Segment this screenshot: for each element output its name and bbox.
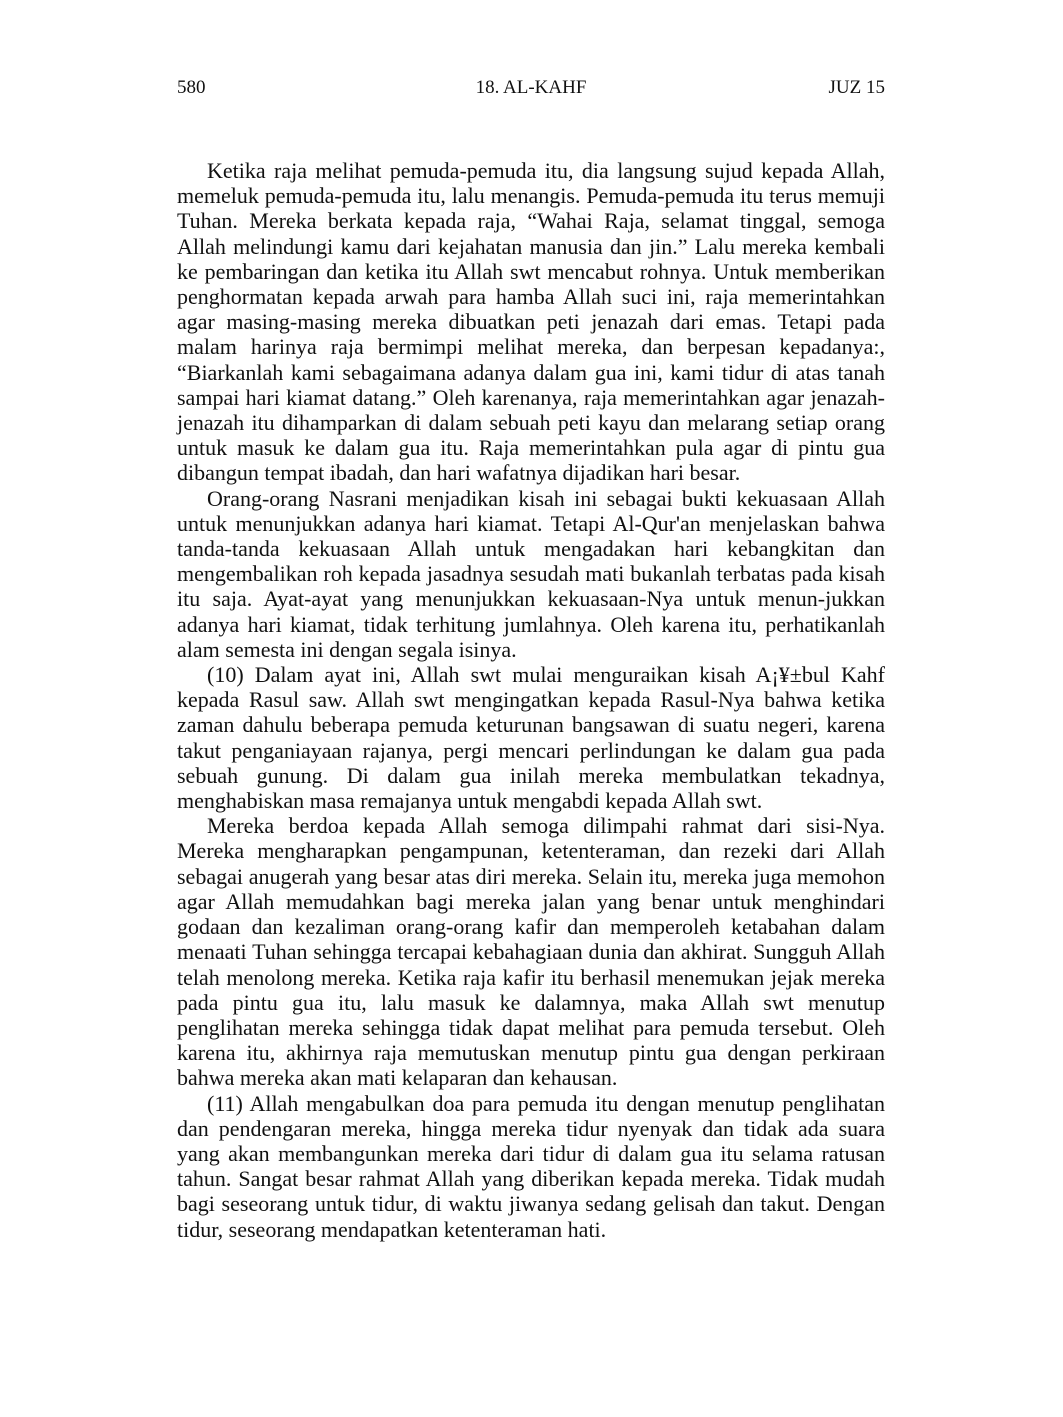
paragraph-1: Ketika raja melihat pemuda-pemuda itu, dia langsung sujud kepada Allah, memeluk pemuda-pemuda itu, lalu menangis. Pemuda-pemuda itu terus memuji Tuhan. Mereka berkata kepada raja, “Wahai Raja, selamat tinggal, semoga Allah melindungi kamu dari kejahatan manusia dan jin.” Lalu mereka kembali ke pembaringan dan ketika itu Allah swt mencabut rohnya. Untuk memberikan penghormatan kepada arwah para hamba Allah suci ini, raja memerintahkan agar masing-masing mereka dibuatkan peti jenazah dari emas. Tetapi pada malam harinya raja bermimpi melihat mereka, dan berpesan kepadanya:, “Biarkanlah kami sebagaimana adanya dalam gua ini, kami tidur di atas tanah sampai hari kiamat datang.” Oleh karenanya, raja memerintahkan agar jenazah-jenazah itu dihamparkan di dalam sebuah peti kayu dan melarang setiap orang untuk masuk ke dalam gua itu. Raja memerintahkan pula agar di pintu gua dibangun tempat ibadah, dan hari wafatnya dijadikan hari besar. (177, 158, 885, 486)
paragraph-5: (11) Allah mengabulkan doa para pemuda itu dengan menutup penglihatan dan pendengaran mereka, hingga mereka tidur nyenyak dan tidak ada suara yang akan membangunkan mereka dari tidur di dalam gua itu selama ratusan tahun. Sangat besar rahmat Allah yang diberikan kepada mereka. Tidak mudah bagi seseorang untuk tidur, di waktu jiwanya sedang gelisah dan takut. Dengan tidur, seseorang mendapatkan ketenteraman hati. (177, 1090, 885, 1242)
paragraph-4: Mereka berdoa kepada Allah semoga dilimpahi rahmat dari sisi-Nya. Mereka mengharapkan pengampunan, ketenteraman, dan rezeki dari Allah sebagai anugerah yang besar atas diri mereka. Selain itu, mereka juga memohon agar Allah memudahkan bagi mereka jalan yang benar untuk menghindari godaan dan kezaliman orang-orang kafir dan memperoleh ketabahan dalam menaati Tuhan sehingga tercapai kebahagiaan dunia dan akhirat. Sungguh Allah telah menolong mereka. Ketika raja kafir itu berhasil menemukan jejak mereka pada pintu gua itu, lalu masuk ke dalamnya, maka Allah swt menutup penglihatan mereka sehingga tidak dapat melihat para pemuda tersebut. Oleh karena itu, akhirnya raja memutuskan menutup pintu gua dengan perkiraan bahwa mereka akan mati kelaparan dan kehausan. (177, 813, 885, 1091)
running-header (177, 76, 885, 100)
chapter-title: 18. AL-KAHF (475, 77, 587, 98)
paragraph-2: Orang-orang Nasrani menjadikan kisah ini sebagai bukti kekuasaan Allah untuk menunjukkan adanya hari kiamat. Tetapi Al-Qur'an menjelaskan bahwa tanda-tanda kekuasaan Allah untuk mengadakan hari kebangkitan dan mengembalikan roh kepada jasadnya sesudah mati bukanlah terbatas pada kisah itu saja. Ayat-ayat yang menunjukkan kekuasaan-Nya untuk menun-jukkan adanya hari kiamat, tidak terhitung jumlahnya. Oleh karena itu, perhatikanlah alam semesta ini dengan segala isinya. (177, 485, 885, 662)
page-number: 580 (177, 77, 206, 98)
body-text (177, 158, 885, 1242)
paragraph-3: (10) Dalam ayat ini, Allah swt mulai menguraikan kisah A¡¥±bul Kahf kepada Rasul saw. Allah swt mengingatkan kepada Rasul-Nya bahwa ketika zaman dahulu beberapa pemuda keturunan bangsawan di suatu negeri, karena takut penganiayaan rajanya, pergi mencari perlindungan ke dalam gua pada sebuah gunung. Di dalam gua inilah mereka membulatkan tekadnya, menghabiskan masa remajanya untuk mengabdi kepada Allah swt. (177, 662, 885, 814)
juz-label: JUZ 15 (828, 77, 885, 98)
